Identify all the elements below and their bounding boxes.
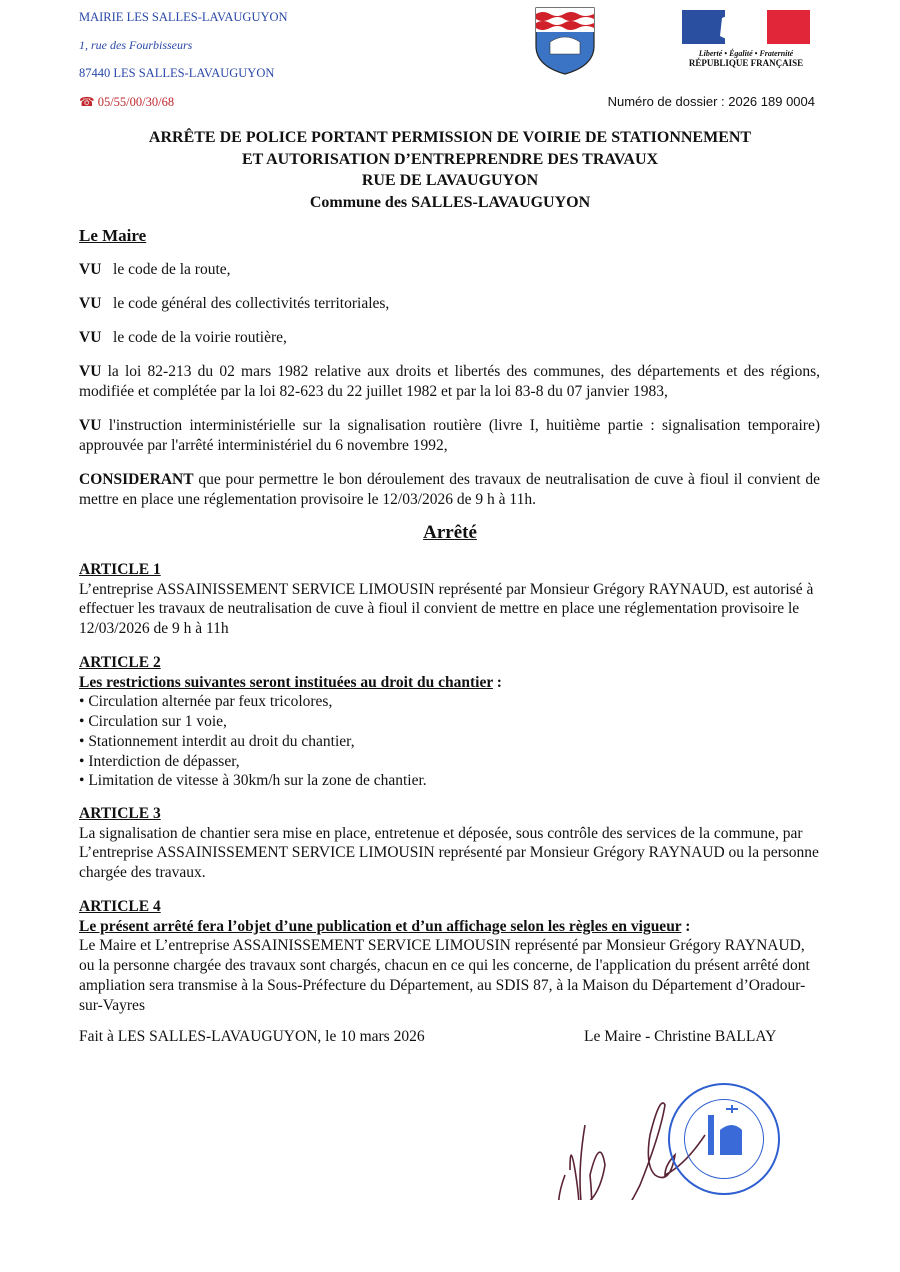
article-4	[79, 897, 824, 1015]
phone-number: 05/55/00/30/68	[97, 95, 175, 109]
mairie-name: MAIRIE LES SALLES-LAVAUGUYON	[79, 10, 288, 24]
vu-1	[79, 260, 820, 280]
list-item: • Limitation de vitesse à 30km/h sur la zone de chantier.	[79, 771, 820, 791]
arrete-heading: Arrêté	[423, 522, 477, 543]
article-text: Le Maire et L’entreprise ASSAINISSEMENT SERVICE LIMOUSIN représenté par Monsieur Grégory RAYNAUD, ou la personne chargée des travaux sont chargés, chacun en ce qui les concerne, de l'application du présent arrêté dont ampliation sera transmise à la Sous-Préfecture du Département, au SDIS 87, à la Maison du Département d’Oradour-sur-Vayres	[79, 937, 810, 1014]
vu-key: VU	[79, 261, 102, 278]
vu-text: le code de la voirie routière,	[113, 329, 287, 346]
mairie-stamp	[668, 1083, 780, 1195]
republique-francaise-logo	[682, 10, 810, 68]
list-item: • Circulation alternée par feux tricolores,	[79, 692, 820, 712]
phone	[79, 94, 174, 110]
le-maire-heading: Le Maire	[79, 226, 147, 245]
article-heading: ARTICLE 2	[79, 654, 161, 671]
vu-2	[79, 294, 820, 314]
title-line: ET AUTORISATION D’ENTREPRENDRE DES TRAVAUX	[241, 150, 659, 168]
vu-3	[79, 328, 820, 348]
vu-key: VU	[79, 363, 102, 380]
vu-key: VU	[79, 417, 102, 434]
article-heading: ARTICLE 4	[79, 898, 161, 915]
title-line: Commune des SALLES-LAVAUGUYON	[309, 193, 591, 211]
article-heading: ARTICLE 3	[79, 805, 161, 822]
article-heading: ARTICLE 1	[79, 561, 161, 578]
vu-5	[79, 416, 820, 455]
article-subheading: Le présent arrêté fera l’objet d’une publication et d’un affichage selon les règles en vigueur	[79, 917, 682, 935]
signatory: Le Maire - Christine BALLAY	[584, 1028, 777, 1045]
considerant	[79, 470, 820, 509]
mairie-city: 87440 LES SALLES-LAVAUGUYON	[79, 66, 275, 80]
dossier-number: Numéro de dossier : 2026 189 0004	[607, 94, 815, 109]
list-item: • Interdiction de dépasser,	[79, 752, 820, 772]
vu-key: CONSIDERANT	[79, 471, 194, 488]
vu-text: le code de la route,	[113, 261, 231, 278]
document-title	[0, 127, 900, 213]
vu-text: la loi 82-213 du 02 mars 1982 relative aux droits et libertés des communes, des départements et des régions, modifiée et complétée par la loi 82-623 du 22 juillet 1982 et par la loi 83-8 du 07 janvier 1983,	[79, 363, 821, 400]
mairie-address: 1, rue des Fourbisseurs	[79, 38, 193, 52]
title-line: ARRÊTE DE POLICE PORTANT PERMISSION DE VOIRIE DE STATIONNEMENT	[148, 129, 752, 146]
title-line: RUE DE LAVAUGUYON	[361, 172, 539, 189]
coat-of-arms-logo	[534, 6, 596, 76]
phone-icon: ☎	[79, 95, 98, 109]
vu-key: VU	[79, 295, 102, 312]
vu-text: le code général des collectivités territoriales,	[113, 295, 390, 312]
colon: :	[492, 673, 502, 691]
vu-key: VU	[79, 329, 102, 346]
restrictions-list	[79, 692, 820, 791]
article-text: L’entreprise ASSAINISSEMENT SERVICE LIMOUSIN représenté par Monsieur Grégory RAYNAUD, est autorisé à effectuer les travaux de neutralisation de cuve à fioul il convient de mettre en place une réglementation provisoire le 12/03/2026 de 9 h à 11h	[79, 580, 814, 638]
republic-label: RÉPUBLIQUE FRANÇAISE	[688, 58, 804, 68]
fait-a: Fait à LES SALLES-LAVAUGUYON, le 10 mars 2026	[79, 1028, 425, 1045]
colon: :	[681, 917, 691, 935]
motto: Liberté • Égalité • Fraternité	[698, 49, 794, 58]
list-item: • Stationnement interdit au droit du chantier,	[79, 732, 820, 752]
vu-text: l'instruction interministérielle sur la signalisation routière (livre I, huitième partie : signalisation temporaire) approuvée par l'arrêté interministériel du 6 novembre 1992,	[79, 417, 820, 454]
article-text: La signalisation de chantier sera mise en place, entretenue et déposée, sous contrôle des services de la commune, par L’entreprise ASSAINISSEMENT SERVICE LIMOUSIN représenté par Monsieur Grégory RAYNAUD ou la personne chargée des travaux.	[79, 824, 819, 882]
article-1	[79, 560, 824, 639]
article-2	[79, 653, 820, 791]
list-item: • Circulation sur 1 voie,	[79, 712, 820, 732]
vu-text: que pour permettre le bon déroulement des travaux de neutralisation de cuve à fioul il convient de mettre en place une réglementation provisoire le 12/03/2026 de 9 h à 11h.	[79, 471, 821, 508]
article-3	[79, 804, 824, 883]
article-subheading: Les restrictions suivantes seront instituées au droit du chantier	[79, 673, 493, 691]
vu-4	[79, 362, 820, 401]
